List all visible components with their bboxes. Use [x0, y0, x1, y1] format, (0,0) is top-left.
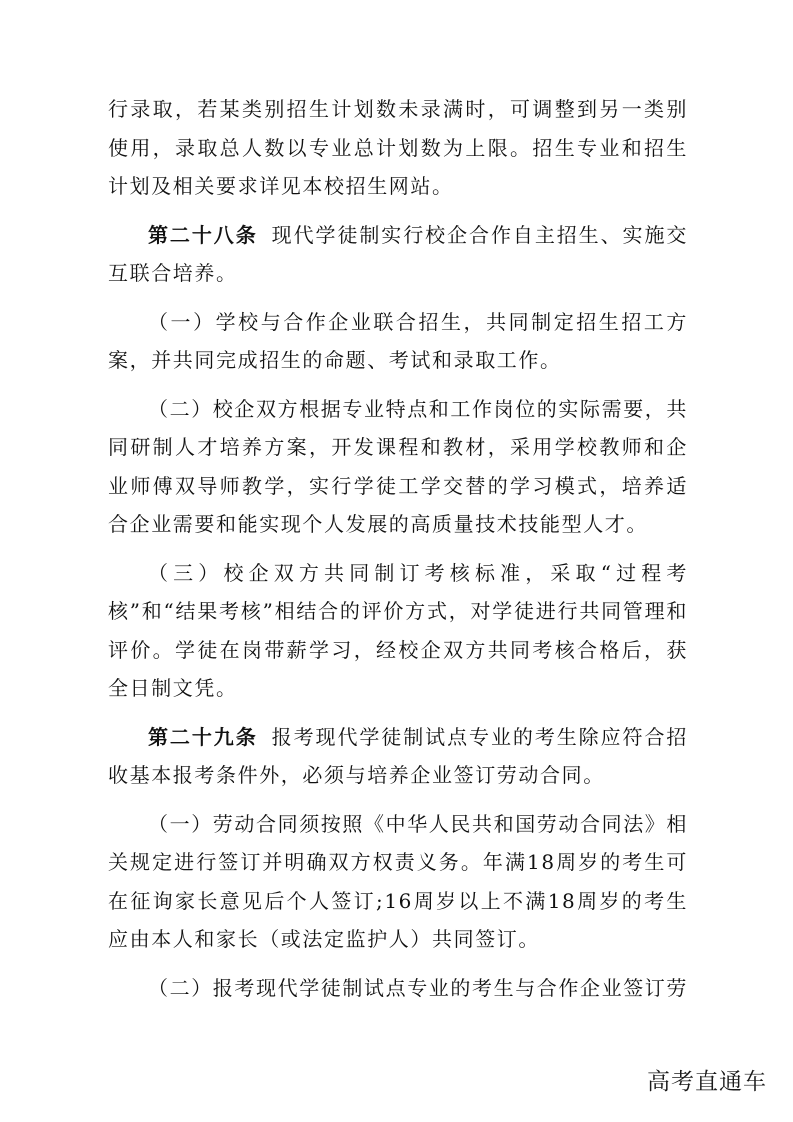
article-28-text: 现代学徒制实行校企合作自主招生、实施交互联合培养。 [108, 222, 688, 285]
article-29-heading: 第二十九条 [148, 724, 258, 749]
article-29-item-1: （一）劳动合同须按照《中华人民共和国劳动合同法》相关规定进行签订并明确双方权责义务。年满18周岁的考生可在征询家长意见后个人签订;16周岁以上不满18周岁的考生应由本人和家长（或法定监护人）共同签订。 [108, 811, 688, 951]
article-28-heading: 第二十八条 [148, 222, 258, 247]
article-28 [108, 216, 688, 293]
article-28-item-2: （二）校企双方根据专业特点和工作岗位的实际需要，共同研制人才培养方案，开发课程和教材，采用学校教师和企业师傅双导师教学，实行学徒工学交替的学习模式，培养适合企业需要和能实现个人发展的高质量技术技能型人才。 [108, 396, 688, 536]
article-29-item-2: （二）报考现代学徒制试点专业的考生与合作企业签订劳 [148, 975, 688, 1000]
watermark-logo: 高考直通车 [647, 1069, 767, 1095]
document-body [108, 90, 688, 1017]
paragraph-continuation: 行录取，若某类别招生计划数未录满时，可调整到另一类别使用，录取总人数以专业总计划数为上限。招生专业和招生计划及相关要求详见本校招生网站。 [108, 97, 688, 198]
article-28-item-3: （三）校企双方共同制订考核标准，采取“过程考核”和“结果考核”相结合的评价方式，对学徒进行共同管理和评价。学徒在岗带薪学习，经校企双方共同考核合格后，获全日制文凭。 [108, 560, 688, 700]
article-29 [108, 718, 688, 795]
article-28-item-1: （一）学校与合作企业联合招生，共同制定招生招工方案，并共同完成招生的命题、考试和录取工作。 [108, 309, 688, 372]
article-29-text: 报考现代学徒制试点专业的考生除应符合招收基本报考条件外，必须与培养企业签订劳动合同。 [108, 724, 688, 787]
